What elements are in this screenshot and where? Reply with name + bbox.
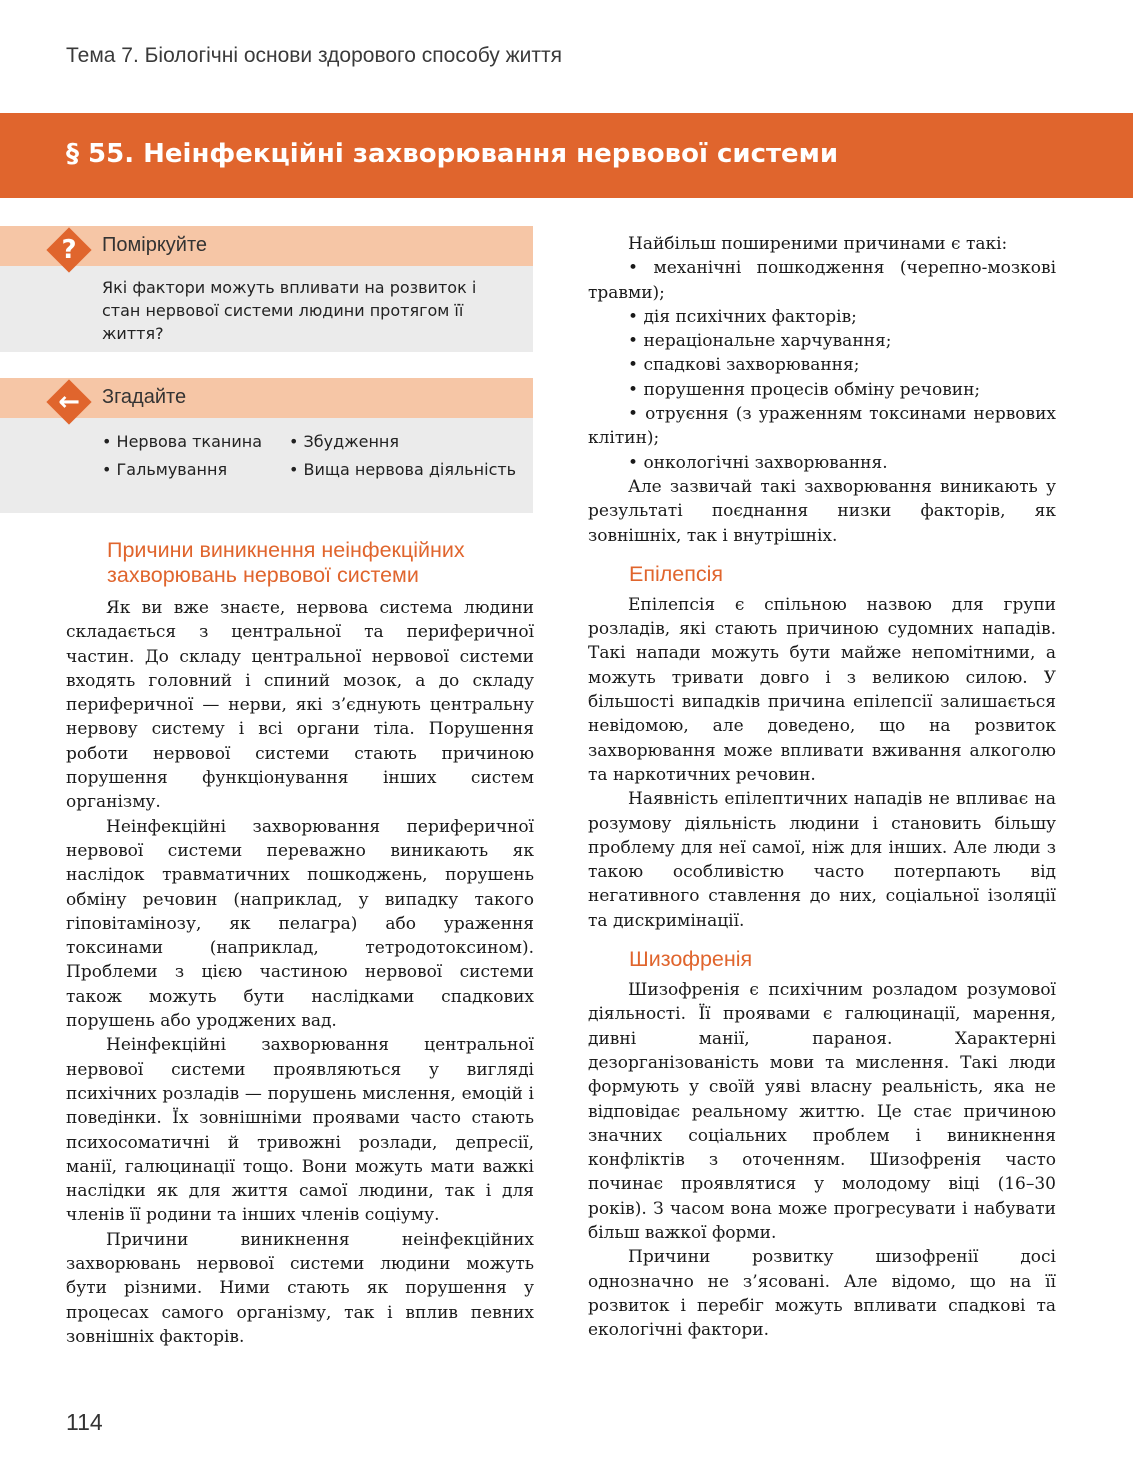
paragraph: Шизофренія є психічним розладом розумової діяльності. Її проявами є галюцинації, марення, дивні манії, параноя. Характерні дезорганізованість мови та мислення. Такі люди формують у своїй уяві власну реальність, яка не відповідає реальному життю. Це стає причиною значних соціальних проблем і виникнення конфліктів з оточенням. Шизофренія часто починає проявлятися у молодому віці (16–30 років). З часом вона може прогресувати і набувати більш важкої форми. bbox=[588, 980, 1056, 1243]
right-column bbox=[588, 232, 1056, 1342]
list-item: • отруєння (з ураженням токсинами нервових клітин); bbox=[588, 402, 1056, 451]
paragraph: Найбільш поширеними причинами є такі: bbox=[628, 234, 1008, 254]
paragraph: Але зазвичай такі захворювання виникають у результаті поєднання низки факторів, як зовнішніх, так і внутрішніх. bbox=[588, 476, 1056, 546]
causes-list bbox=[588, 256, 1056, 475]
page-number: 114 bbox=[66, 1409, 103, 1435]
paragraph: Неінфекційні захворювання центральної нервової системи проявляються у вигляді психічних розладів — порушень мислення, емоцій і поведінки. Їх зовнішніми проявами часто стають психосоматичні й тривожні розлади, депресії, манії, галюцинації тощо. Вони можуть мати важкі наслідки як для життя самої людини, так і для членів її родини та інших членів соціуму. bbox=[66, 1035, 534, 1226]
arrow-left-icon: ← bbox=[47, 380, 91, 424]
paragraph: Неінфекційні захворювання периферичної нервової системи переважно виникають як наслідок травматичних пошкоджень, порушень обміну речовин (наприклад, у випадку такого гіповітамінозу, як пелагра) або ураження токсинами (наприклад, тетродотоксином). Проблеми з цією частиною нервової системи також можуть бути наслідками спадкових порушень або уроджених вад. bbox=[66, 816, 534, 1032]
list-item: • Збудження bbox=[289, 432, 399, 451]
paragraph: Як ви вже знаєте, нервова система людини складається з центральної та периферичної частин. До складу центральної нервової системи входять головний і спиний мозок, а до складу периферичної — нерви, які з’єднують центральну нервову систему і всі органи тіла. Порушення роботи нервової системи стають причиною порушення функціонування інших систем організму. bbox=[66, 598, 534, 813]
list-item: • нераціональне харчування; bbox=[588, 329, 1056, 353]
think-box-question: Які фактори можуть впливати на розвиток і стан нервової системи людини протягом її життя? bbox=[102, 278, 477, 343]
list-item: • дія психічних факторів; bbox=[588, 305, 1056, 329]
think-box bbox=[0, 226, 533, 352]
think-box-label: Поміркуйте bbox=[102, 234, 208, 256]
recall-list-col2 bbox=[289, 428, 516, 484]
list-item: • Нервова тканина bbox=[102, 432, 263, 451]
recall-box-header bbox=[0, 378, 533, 418]
list-item: • порушення процесів обміну речовин; bbox=[588, 378, 1056, 402]
paragraph: Епілепсія є спільною назвою для групи розладів, які стають причиною судомних нападів. Такі напади можуть бути майже непомітними, а можуть тривати довго і з великою силою. У більшості випадків причина епілепсії залишається невідомою, але доведено, що на розвиток захворювання може впливати вживання алкоголю та наркотичних речовин. bbox=[588, 594, 1056, 785]
section-heading-schizophrenia: Шизофренія bbox=[629, 947, 753, 972]
paragraph: Причини виникнення неінфекційних захворювань нервової системи людини можуть бути різними. Ними стають як порушення у процесах самого організму, так і вплив певних зовнішніх факторів. bbox=[66, 1229, 534, 1347]
paragraph: Причини розвитку шизофренії досі однозначно не з’ясовані. Але відомо, що на її розвиток і перебіг можуть впливати спадкові та екологічні фактори. bbox=[588, 1247, 1056, 1341]
paragraph: Наявність епілептичних нападів не впливає на розумову діяльність людини і становить більшу проблему для неї самої, ніж для інших. Але люди з такою особливістю часто потерпають від негативного ставлення до них, соціальної ізоляції та дискримінації. bbox=[588, 789, 1056, 931]
think-box-header bbox=[0, 226, 533, 266]
section-heading-epilepsy: Епілепсія bbox=[629, 561, 724, 586]
list-item: • спадкові захворювання; bbox=[588, 353, 1056, 377]
list-item: • Вища нервова діяльність bbox=[289, 460, 517, 479]
recall-box-label: Згадайте bbox=[102, 386, 187, 408]
recall-box bbox=[0, 378, 533, 513]
question-icon: ? bbox=[47, 228, 91, 272]
list-item: • онкологічні захворювання. bbox=[588, 451, 1056, 475]
page-title: § 55. Неінфекційні захворювання нервової системи bbox=[66, 139, 839, 169]
recall-list-col1 bbox=[102, 428, 262, 484]
title-bar bbox=[0, 113, 1133, 198]
list-item: • Гальмування bbox=[102, 460, 228, 479]
running-head: Тема 7. Біологічні основи здорового способу життя bbox=[66, 44, 563, 67]
section-heading-causes: Причини виникнення неінфекційних захворювань нервової системи bbox=[107, 538, 465, 587]
left-column bbox=[66, 538, 534, 1349]
list-item: • механічні пошкодження (черепно-мозкові травми); bbox=[588, 256, 1056, 305]
